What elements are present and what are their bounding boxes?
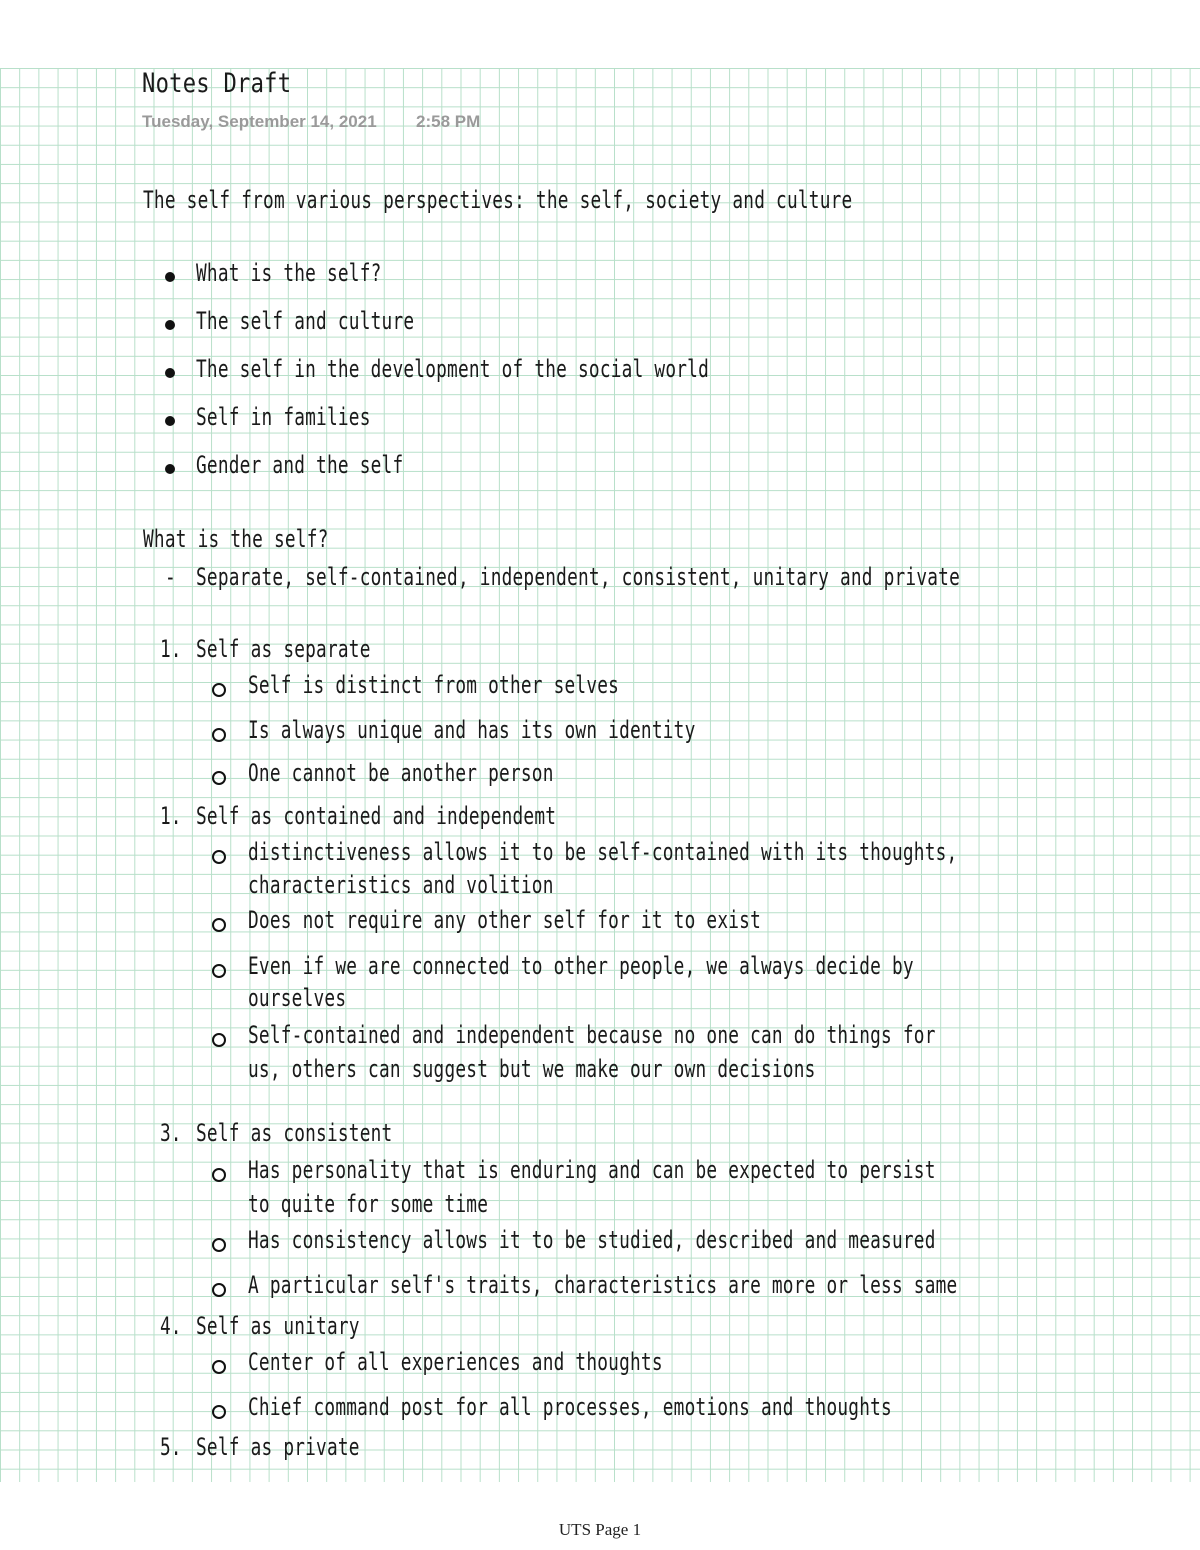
sub-item: Self is distinct from other selves [248,671,620,699]
sub-item: distinctiveness allows it to be self-contained with its thoughts, [248,838,958,866]
sub-bullet-circle [212,850,226,864]
item-label: Self as contained and independemt [196,802,557,830]
list-item: The self in the development of the social world [196,355,709,383]
dash-marker: - [165,563,176,591]
sub-bullet-circle [212,683,226,697]
item-label: Self as separate [196,635,371,663]
page-footer: UTS Page 1 [558,1520,642,1539]
bullet-dot [165,320,175,330]
sub-item: Self-contained and independent because no one can do things for [248,1021,936,1049]
list-item: Self in families [196,403,371,431]
page-date: Tuesday, September 14, 2021 [142,112,377,131]
list-item: Gender and the self [196,451,404,479]
sub-bullet-circle [212,771,226,785]
graph-paper-background [0,68,1200,1482]
page-time: 2:58 PM [416,112,481,131]
sub-bullet-circle [212,1168,226,1182]
item-number: 4. [160,1312,182,1340]
sub-bullet-circle [212,1033,226,1047]
topic-heading: The self from various perspectives: the self, society and culture [143,186,853,214]
sub-bullet-circle [212,964,226,978]
section-heading: What is the self? [143,525,329,553]
sub-bullet-circle [212,1238,226,1252]
bullet-dot [165,416,175,426]
sub-item: Center of all experiences and thoughts [248,1348,663,1376]
sub-item: Has personality that is enduring and can be expected to persist [248,1156,936,1184]
item-label: Self as unitary [196,1312,360,1340]
bullet-dot [165,272,175,282]
item-label: Self as private [196,1433,360,1461]
sub-item: A particular self's traits, characteristics are more or less same [248,1271,958,1299]
sub-item-continuation: to quite for some time [248,1190,489,1218]
item-number: 5. [160,1433,182,1461]
item-number: 3. [160,1119,182,1147]
sub-item-continuation: us, others can suggest but we make our own decisions [248,1055,816,1083]
sub-bullet-circle [212,1283,226,1297]
item-number: 1. [160,802,182,830]
sub-item: Chief command post for all processes, emotions and thoughts [248,1393,892,1421]
sub-item: Is always unique and has its own identity [248,716,696,744]
list-item: What is the self? [196,259,382,287]
dash-item: Separate, self-contained, independent, consistent, unitary and private [196,563,961,591]
bullet-dot [165,368,175,378]
sub-item: One cannot be another person [248,759,554,787]
sub-item-continuation: ourselves [248,984,347,1012]
page-title: Notes Draft [142,68,292,99]
sub-bullet-circle [212,1405,226,1419]
sub-bullet-circle [212,918,226,932]
sub-bullet-circle [212,728,226,742]
sub-bullet-circle [212,1360,226,1374]
sub-item: Does not require any other self for it to exist [248,906,761,934]
list-item: The self and culture [196,307,415,335]
bullet-dot [165,464,175,474]
sub-item-continuation: characteristics and volition [248,871,554,899]
sub-item: Has consistency allows it to be studied, described and measured [248,1226,936,1254]
sub-item: Even if we are connected to other people, we always decide by [248,952,914,980]
item-number: 1. [160,635,182,663]
item-label: Self as consistent [196,1119,393,1147]
